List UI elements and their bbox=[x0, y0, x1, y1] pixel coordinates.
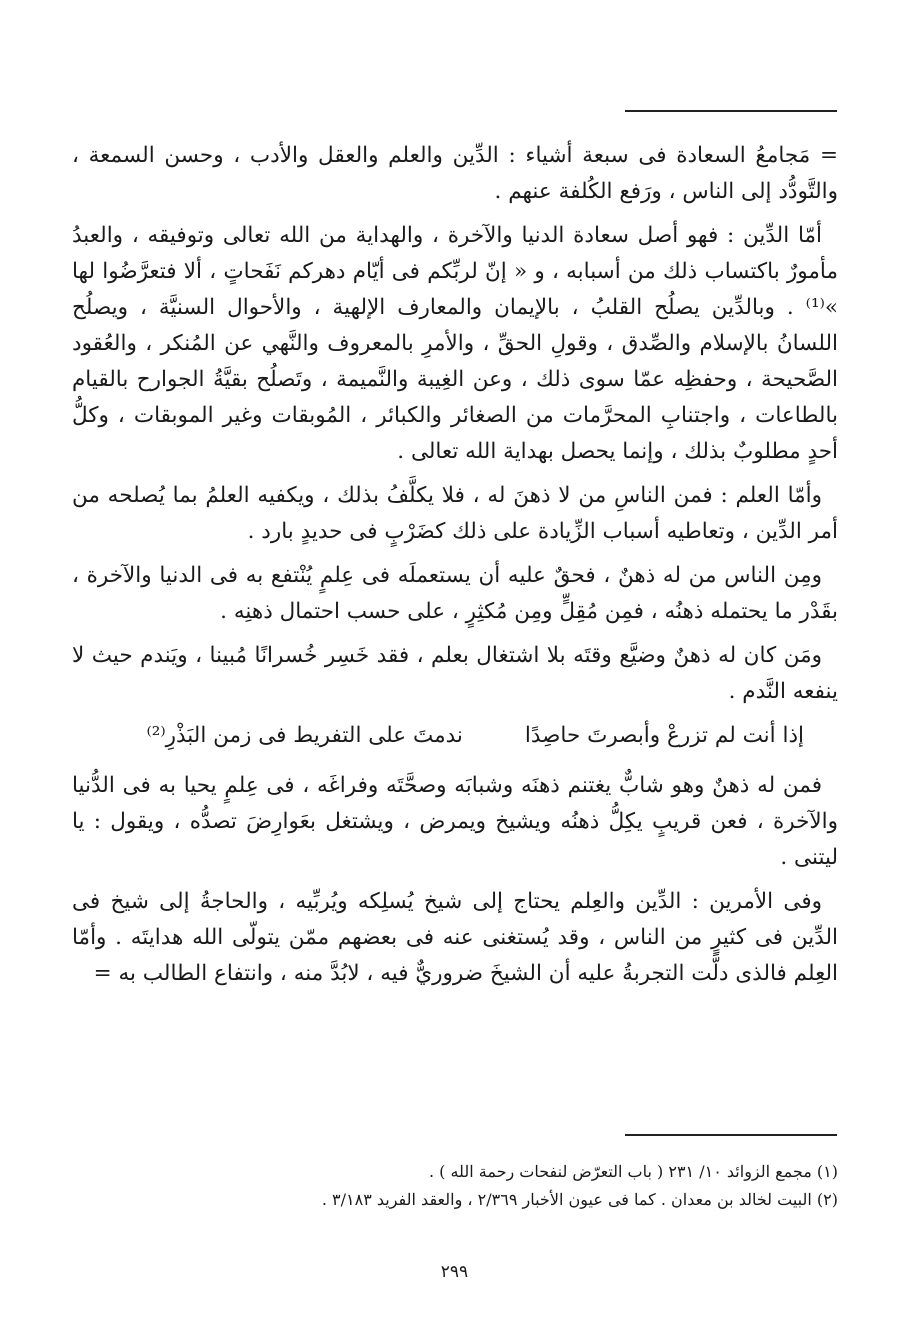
paragraph-religion: أمّا الدِّين : فهو أصل سعادة الدنيا والآخرة ، والهداية من الله تعالى وتوفيقه ، والعبدُ مأمورٌ باكتساب ذلك من أسبابه ، و « إنّ لربِّكم فى أيّام دهركم نَفَحاتٍ ، ألا فتعرَّضُوا لها »⁽¹⁾ . وبالدِّين يصلُح القلبُ ، بالإيمان والمعارف الإلهية ، والأحوال السنيَّة ، ويصلُح اللسانُ بالإسلام والصِّدق ، وقولِ الحقِّ ، والأمرِ بالمعروف والنَّهي عن المُنكر ، والعُقود الصَّحيحة ، وحفظِه عمّا سوى ذلك ، وعن الغِيبة والنَّميمة ، وتَصلُح بقيَّةُ الجوارح بالقيام بالطاعات ، واجتنابِ المحرَّمات من الصغائر والكبائر ، المُوبقات وغير الموبقات ، وكلُّ أحدٍ مطلوبٌ بذلك ، وإنما يحصل بهداية الله تعالى . bbox=[72, 223, 838, 464]
verse-first-hemistich: إذا أنت لم تزرعْ وأبصرتَ حاصِدًا bbox=[524, 723, 804, 748]
paragraph-knowledge: وأمّا العلم : فمن الناسِ من لا ذهنَ له ، فلا يكلَّفُ بذلك ، ويكفيه العلمُ بما يُصلحه من أمر الدِّين ، وتعاطيه أسباب الزِّيادة على ذلك كضَرْبٍ فى حديدٍ بارد . bbox=[72, 483, 838, 544]
poetry-verse bbox=[72, 718, 838, 754]
verse-second-hemistich: ندمتَ على التفريط فى زمن البَذْرِ⁽²⁾ bbox=[146, 723, 463, 748]
paragraph-intro: = مَجامعُ السعادة فى سبعة أشياء : الدِّين والعلم والعقل والأدب ، وحسن السمعة ، والتَّودُّد إلى الناس ، ورَفع الكُلفة عنهم . bbox=[72, 143, 838, 204]
page-number: ٢٩٩ bbox=[440, 1262, 469, 1282]
paragraph-mind: ومِن الناس من له ذهنٌ ، فحقٌ عليه أن يستعملَه فى عِلمٍ يُنْتفع به فى الدنيا والآخرة ، بقَدْر ما يحتمله ذهنُه ، فمِن مُقِلٍّ ومِن مُكثِرٍ ، على حسب احتمال ذهنِه . bbox=[72, 563, 838, 624]
footnotes bbox=[72, 1158, 838, 1214]
paragraph-youth: فمن له ذهنٌ وهو شابٌّ يغتنم ذهنَه وشبابَه وصحَّتَه وفراغَه ، فى عِلمٍ يحيا به فى الدُّنيا والآخرة ، فعن قريبٍ يكِلُّ ذهنُه ويشيخ ويمرض ، ويشتغل بعَوارِضَ تصدُّه ، ويقول : يا ليتنى . bbox=[72, 773, 838, 870]
footnote-1: (١) مجمع الزوائد ١٠/ ٢٣١ ( باب التعرّض لنفحات رحمة الله ) . bbox=[428, 1162, 838, 1181]
main-text bbox=[72, 138, 838, 1000]
top-divider bbox=[625, 110, 837, 112]
footnote-divider bbox=[625, 1134, 837, 1136]
paragraph-teacher: وفى الأمرين : الدِّين والعِلم يحتاج إلى شيخ يُسلِكه ويُربِّيه ، والحاجةُ إلى شيخ فى الدِّين فى كثيرٍ من الناس ، وقد يُستغنى عنه فى بعضهم ممّن يتولّى الله هدايتَه . وأمّا العِلم فالذى دلَّت التجربةُ عليه أن الشيخَ ضروريٌّ فيه ، لابُدَّ منه ، وانتفاع الطالب به = bbox=[72, 889, 838, 986]
paragraph-wasted-time: ومَن كان له ذهنٌ وضيَّع وقتَه بلا اشتغال بعلم ، فقد خَسِر خُسرانًا مُبينا ، ويَندم حيث لا ينفعه النَّدم . bbox=[72, 643, 838, 704]
footnote-2: (٢) البيت لخالد بن معدان . كما فى عيون الأخبار ٢/٣٦٩ ، والعقد الفريد ٣/١٨٣ . bbox=[321, 1190, 838, 1209]
